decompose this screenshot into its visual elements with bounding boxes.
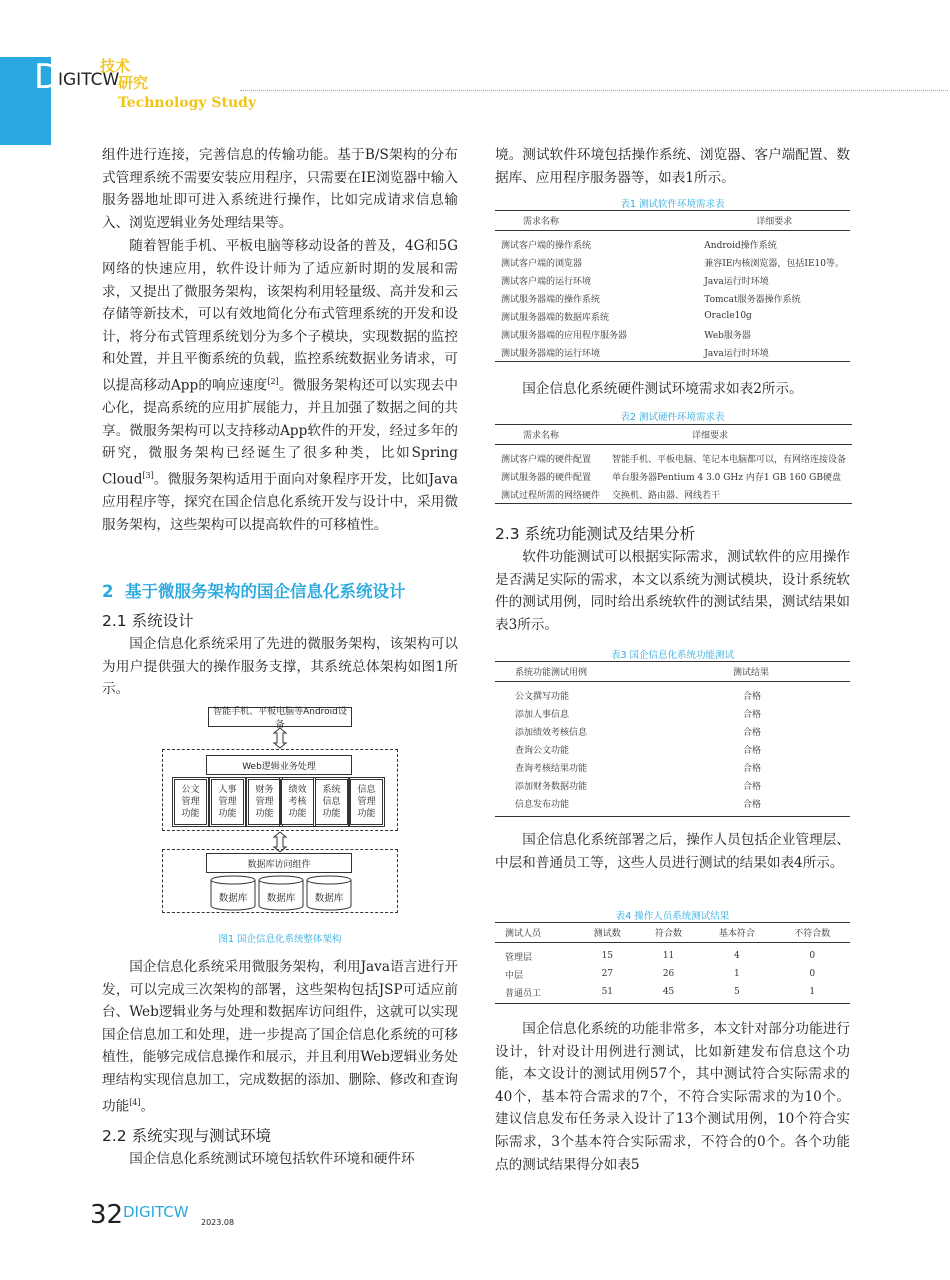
table-cell: 查询考核结果功能 (515, 763, 588, 774)
table-cell: 合格 (743, 709, 762, 720)
right-paragraph-4: 国企信息化系统部署之后，操作人员包括企业管理层、中层和普通员工等，这些人员进行测试的结果如表4所示。 (495, 832, 850, 871)
right-paragraph-3-wrap (495, 546, 850, 636)
table-cell: Java运行时环境 (698, 343, 850, 362)
section-2-2-heading: 2.2 系统实现与测试环境 (102, 1127, 272, 1145)
text: 。微服务架构还可以实现去中心化，提高系统的应用扩展能力，并且加强了数据之间的共享。微服务架构可以支持移动App软件的开发，经过多年的研究，微服务架构已经诞生了很多种类，比如Spring Cloud (102, 377, 458, 488)
table-header: 符合数 (638, 923, 699, 943)
section-2-heading (102, 578, 405, 602)
table-2-caption: 表2 测试硬件环境需求表 (620, 412, 725, 423)
figure-1-caption: 图1 国企信息化系统整体架构 (218, 934, 342, 945)
table-3-caption: 表3 国企信息化系统功能测试 (610, 650, 735, 661)
right-paragraph-1: 境。测试软件环境包括操作系统、浏览器、客户端配置、数据库、应用程序服务器等，如表1所示。 (495, 147, 850, 186)
citation: [4] (129, 1097, 141, 1107)
table-header: 需求名称 (495, 211, 698, 231)
left-paragraph-2 (102, 235, 458, 536)
section-title: 基于微服务架构的国企信息化系统设计 (124, 582, 406, 601)
table-cell: Tomcat服务器操作系统 (704, 294, 801, 305)
table-cell: 0 (809, 951, 816, 961)
header-tag-cn-1: 技术 (100, 57, 131, 75)
table-cell: 单台服务器Pentium 4 3.0 GHz 内存1 GB 160 GB硬盘 (612, 472, 841, 483)
table-cell: 5 (699, 983, 774, 1004)
fig-module-performance: 绩效 考核 功能 (281, 779, 314, 825)
table-cell: 管理层 (505, 952, 533, 963)
fig-database-2: 数据库 (266, 893, 296, 904)
fig-database-3: 数据库 (314, 893, 344, 904)
right-paragraph-2: 国企信息化系统硬件测试环境需求如表2所示。 (522, 381, 803, 397)
table-cell: 交换机、路由器、网线若干 (606, 485, 852, 504)
table-cell: 测试服务器端的操作系统 (501, 294, 601, 305)
table-cell: 合格 (701, 794, 850, 817)
left-paragraph-4-wrap (102, 956, 458, 1118)
text: 。微服务架构适用于面向对象程序开发，比如Java应用程序等，探究在国企信息化系统开发与设计中，采用微服务架构，这些架构可以提高软件的可移植性。 (102, 471, 458, 533)
table-header: 系统功能测试用例 (495, 662, 701, 682)
fig-database-1: 数据库 (218, 893, 248, 904)
table-cell: 测试客户端的运行环境 (501, 276, 592, 287)
text: 国企信息化系统采用微服务架构，利用Java语言进行开发，可以完成三次架构的部署，这些架构包括JSP可适应前台、Web逻辑业务与处理和数据库访问组件，这就可以实现国企信息加工和处理，进一步提高了国企信息化系统的可移植性，能够完成信息操作和展示，并且利用Web逻辑业务处理结构实现信息加工，完成数据的添加、删除、修改和查询功能 (102, 959, 458, 1115)
footer-date: 2023.08 (201, 1218, 235, 1227)
table-cell: 测试服务器端的运行环境 (495, 343, 698, 362)
fig-module-system: 系统 信息 功能 (315, 779, 348, 825)
right-paragraph-4-wrap (495, 829, 850, 874)
table-header: 测试人员 (495, 923, 577, 943)
fig-dbaccess-box: 数据库访问组件 (206, 853, 352, 873)
table-cell: 添加人事信息 (515, 709, 570, 720)
right-paragraph-5-wrap (495, 1018, 850, 1176)
table-cell: 添加绩效考核信息 (515, 727, 588, 738)
footer-brand: DIGITCW (123, 1203, 189, 1221)
table-cell: 11 (662, 951, 675, 961)
table-cell: 中层 (505, 970, 524, 981)
table-cell: 51 (577, 983, 638, 1004)
fig-module-doc: 公文 管理 功能 (174, 779, 207, 825)
table-4 (495, 922, 850, 1004)
section-number: 2 (102, 582, 114, 601)
header-dotted-rule (240, 90, 948, 91)
table-header: 测试数 (577, 923, 638, 943)
table-cell: Web服务器 (704, 330, 751, 341)
figure-1 (160, 705, 400, 930)
table-cell: 27 (601, 969, 614, 979)
table-cell: 智能手机、平板电脑、笔记本电脑都可以，有网络连接设备 (612, 454, 847, 465)
table-cell: 测试客户端的操作系统 (501, 240, 592, 251)
text: 。 (140, 1098, 155, 1115)
right-paragraph-3: 软件功能测试可以根据实际需求，测试软件的应用操作是否满足实际的需求，本文以系统为测试模块，设计系统软件的测试用例，同时给出系统软件的测试结果，测试结果如表3所示。 (495, 549, 850, 633)
table-cell: 0 (809, 969, 816, 979)
table-2 (495, 424, 852, 504)
right-paragraph-2-wrap (495, 378, 850, 401)
table-header: 需求名称 (495, 425, 606, 445)
table-cell: 1 (775, 983, 850, 1004)
table-cell: 查询公文功能 (515, 745, 570, 756)
fig-module-finance: 财务 管理 功能 (248, 779, 281, 825)
table-1 (495, 210, 850, 362)
left-paragraph-5-wrap (102, 1148, 458, 1171)
right-paragraph-1-wrap (495, 144, 850, 189)
table-header: 测试结果 (701, 662, 850, 682)
left-paragraph-1: 组件进行连接，完善信息的传输功能。基于B/S架构的分布式管理系统不需要安装应用程序，只需要在IE浏览器中输入服务器地址即可进入系统进行操作，比如完成请求信息输入、浏览逻辑业务处理结果等。 (102, 147, 458, 231)
table-cell: 测试服务器的硬件配置 (501, 472, 592, 483)
table-cell: 兼容IE内核浏览器，包括IE10等。 (704, 258, 844, 269)
header-brand: IGITCW (58, 70, 120, 90)
table-3 (495, 661, 850, 817)
table-cell: 合格 (743, 745, 762, 756)
table-cell: Java运行时环境 (704, 276, 769, 287)
page-number: 32 (90, 1200, 124, 1230)
table-cell: 4 (734, 951, 740, 961)
table-1-caption: 表1 测试软件环境需求表 (620, 199, 725, 210)
table-cell: 测试服务器端的应用程序服务器 (501, 330, 628, 341)
section-2-1-heading: 2.1 系统设计 (102, 612, 194, 630)
table-cell: 合格 (743, 763, 762, 774)
table-header: 详细要求 (606, 425, 852, 445)
table-cell: 合格 (743, 727, 762, 738)
table-cell: Oracle10g (704, 311, 752, 321)
table-cell: 测试服务器端的数据库系统 (501, 312, 610, 323)
header-logo-letter: D (34, 57, 61, 97)
table-header: 详细要求 (698, 211, 850, 231)
table-cell: 测试客户端的硬件配置 (501, 454, 592, 465)
header-tag-en: Technology Study (118, 95, 257, 111)
table-cell: Android操作系统 (704, 240, 777, 251)
table-cell: 信息发布功能 (495, 794, 701, 817)
table-header: 不符合数 (775, 923, 850, 943)
header-tag-cn-2: 研究 (118, 74, 149, 92)
fig-logic-box: Web逻辑业务处理 (206, 755, 352, 775)
left-paragraph-4 (102, 956, 458, 1118)
left-paragraph-3: 国企信息化系统采用了先进的微服务架构，该架构可以为用户提供强大的操作服务支撑，其系统总体架构如图1所示。 (102, 636, 458, 698)
table-cell: 公文撰写功能 (515, 691, 570, 702)
table-cell: 45 (638, 983, 699, 1004)
table-cell: 合格 (743, 781, 762, 792)
left-paragraph-3-wrap (102, 633, 458, 701)
citation: [3] (142, 470, 154, 480)
table-cell: 添加财务数据功能 (515, 781, 588, 792)
table-header: 基本符合 (699, 923, 774, 943)
table-cell: 26 (662, 969, 675, 979)
text: 随着智能手机、平板电脑等移动设备的普及，4G和5G网络的快速应用，软件设计师为了适应新时期的发展和需求，又提出了微服务架构，该架构利用轻量级、高并发和云存储等新技术，可以有效地简化分布式管理系统的开发和设计，将分布式管理系统划分为多个子模块，实现数据的监控和处置，并且平衡系统的负载，监控系统数据业务请求，可以提高移动App的响应速度 (102, 238, 458, 394)
section-2-3-heading: 2.3 系统功能测试及结果分析 (495, 525, 696, 543)
citation: [2] (267, 376, 279, 386)
table-cell: 15 (601, 951, 614, 961)
left-column (102, 144, 458, 536)
fig-module-info: 信息 管理 功能 (350, 779, 383, 825)
table-cell: 测试客户端的浏览器 (501, 258, 583, 269)
fig-double-arrow-1 (270, 727, 290, 749)
fig-module-hr: 人事 管理 功能 (211, 779, 244, 825)
table-cell: 测试过程所需的网络硬件 (495, 485, 606, 504)
table-4-caption: 表4 操作人员系统测试结果 (615, 911, 730, 922)
right-paragraph-5: 国企信息化系统的功能非常多，本文针对部分功能进行设计，针对设计用例进行测试，比如新建发布信息这个功能，本文设计的测试用例57个，其中测试符合实际需求的40个，基本符合需求的7个，不符合实际需求的为10个。建议信息发布任务录入设计了13个测试用例，10个符合实际需求，3个基本符合实际需求，不符合的0个。各个功能点的测试结果得分如表5 (495, 1021, 850, 1173)
table-cell: 1 (734, 969, 740, 979)
left-paragraph-5: 国企信息化系统测试环境包括软件环境和硬件环 (129, 1151, 415, 1167)
table-cell: 普通员工 (495, 983, 577, 1004)
table-cell: 合格 (743, 691, 762, 702)
fig-device-box: 智能手机、平板电脑等Android设备 (208, 707, 352, 727)
